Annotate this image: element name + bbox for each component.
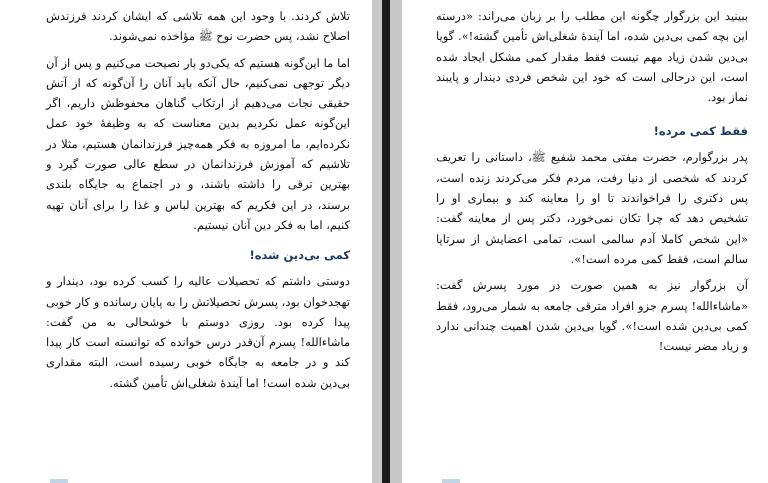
- left-paragraph-3: دوستی داشتم که تحصیلات عالیه را کسب کرده بود، دیندار و تهجدخوان بود، پسرش تحصیلاتش را به پایان رسانده و کار خوبی پیدا کرده بود. روزی دوستم با خوشحالی به من گفت: ماشاءالله! پسرم آن‌قدر درس خوانده که توانسته است کار پیدا کند و در جامعه به جایگاه خوبی رسیده است، البته مقداری بی‌دین شده است! اما آیندهٔ شغلی‌اش تأمین گشته.: [46, 274, 350, 390]
- page-corner-mark: [50, 479, 68, 483]
- right-page-text: [436, 6, 748, 362]
- right-page: [402, 0, 768, 483]
- right-paragraph-3: آن بزرگوار نیز به همین صورت در مورد پسرش گفت: «ماشاءالله! پسرم جزو افراد مترقی جامعه به شمار می‌رود، فقط کمی بی‌دین شده است!». گویا بی‌دین شدن اهمیت چندانی ندارد و زیاد مضر نیست!: [436, 278, 748, 354]
- left-page: [0, 0, 372, 483]
- page-corner-mark: [442, 479, 460, 483]
- page-divider-bar: [382, 0, 390, 483]
- left-page-text: [46, 6, 350, 399]
- left-paragraph-1: تلاش کردند. با وجود این همه تلاشی که ایشان کردند فرزندش اصلاح نشد، پس حضرت نوح ﷺ مؤاخذه نمی‌شوند.: [46, 9, 350, 44]
- right-section-heading: فقط کمی مرده!: [653, 124, 748, 139]
- right-paragraph-2: پدر بزرگوارم، حضرت مفتی محمد شفیع ﷺ، داستانی را تعریف کردند که شخصی از دنیا رفت، مردم فکر می‌کردند زنده است، پس دکتری را فراخواندند تا او را معاینه کند و بیماری او را تشخیص دهد که چرا تکان نمی‌خورد، دکتر پس از معاینه گفت: «این شخص کاملا آدم سالمی است، تمامی اعضایش از سرتاپا سالم است، فقط کمی مرده است!».: [436, 150, 748, 266]
- left-paragraph-2: اما ما این‌گونه هستیم که یکی‌دو بار نصیحت می‌کنیم و پس از آن دیگر توجهی نمی‌کنیم، حال آنکه باید آنان را آن‌گونه که از آتش حقیقی نجات می‌دهیم از ارتکاب گناهان محفوظش داریم، اگر این‌گونه عمل نکردیم بدین معناست که به وظیفهٔ خود عمل نکرده‌ایم، ما امروزه به فکر همه‌چیز فرزندانمان هستیم، مثلا در تلاشیم که آموزش فرزندانمان در سطع عالی صورت گیرد و بهترین ترقی را داشته باشند، و در اجتماع به جایگاه بلندی برسند، در این فکریم که بهترین لباس و غذا را برای آنان تهیه کنیم، اما به فکر دین آنان نیستیم.: [46, 55, 350, 232]
- left-section-heading: کمی بی‌دین شده!: [249, 248, 350, 263]
- right-paragraph-1: ببینید این بزرگوار چگونه این مطلب را بر زبان می‌راند: «درسته این بچه کمی بی‌دین شده، اما آیندهٔ شغلی‌اش تأمین گشته!». گویا بی‌دین شدن زیاد مهم نیست فقط مقدار کمی مشکل ایجاد شده است، این درحالی است که خود این شخص فردی دیندار و پایبند نماز بود.: [436, 9, 748, 105]
